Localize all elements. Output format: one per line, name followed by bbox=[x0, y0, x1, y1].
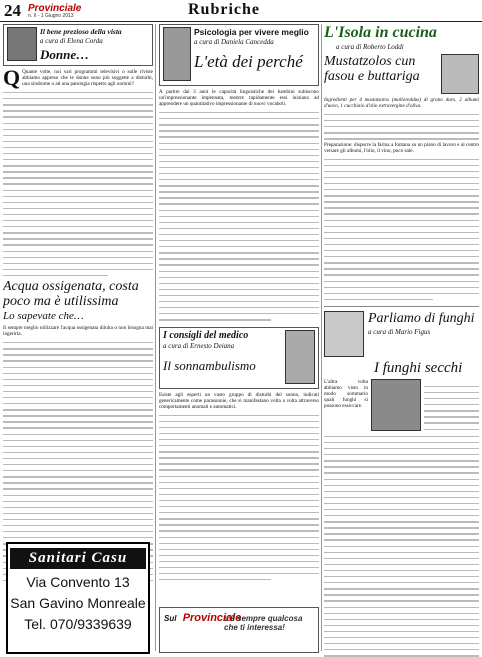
recipe-title: Mustatzolos cun fasou e buttariga bbox=[324, 54, 420, 84]
consigli-subtitle: Il sonnambulismo bbox=[163, 357, 256, 373]
funghi-title: I funghi secchi bbox=[374, 360, 463, 377]
acqua-subtitle: Lo sapevate che… bbox=[3, 310, 84, 323]
consigli-header bbox=[159, 327, 319, 389]
consigli-byline: a cura di Ernesto Deiana bbox=[163, 341, 235, 350]
dried-mushroom-photo bbox=[371, 379, 421, 431]
promo-brand: Provinciale bbox=[182, 612, 242, 624]
psicologia-title: L'età dei perché bbox=[194, 52, 303, 71]
cucina-byline: a cura di Roberto Loddi bbox=[336, 43, 404, 51]
parliamo-title: Parliamo di funghi bbox=[368, 311, 475, 327]
cucina-section: L'Isola in cucina bbox=[324, 24, 437, 41]
vista-body bbox=[3, 65, 153, 90]
preparation: Preparazione: disporre la farina a fontana su un piano di lavoro e al centro versare gli albumi, l'olio, il vino, poco sale. bbox=[324, 141, 479, 154]
ad-name: Sanitari Casu bbox=[10, 548, 146, 569]
section-title: Rubriche bbox=[188, 1, 260, 18]
consigli-text-lines bbox=[159, 415, 319, 581]
funghi-body-row bbox=[324, 379, 479, 431]
vista-article-header bbox=[3, 24, 153, 66]
funghi-side-lines bbox=[424, 381, 479, 431]
promo-text: c'è sempre qualcosa che ti interessa! bbox=[224, 614, 303, 632]
dropcap: Q bbox=[3, 65, 21, 90]
funghi-text-lines bbox=[324, 436, 479, 657]
vista-headline: Il bene prezioso della vista bbox=[40, 27, 122, 36]
consigli-title: I consigli del medico bbox=[163, 329, 249, 341]
funghi-intro: L'altra volta abbiamo visto in modo sommario quali funghi si possono essiccare. bbox=[324, 379, 368, 410]
provinciale-promo bbox=[159, 607, 319, 653]
acqua-title: Acqua ossigenata, costa poco ma è utilissima bbox=[3, 279, 139, 310]
psicologia-text-lines bbox=[159, 112, 319, 320]
ingredients-lines bbox=[324, 114, 479, 140]
masthead-logo: Provinciale bbox=[28, 3, 82, 14]
column-divider bbox=[321, 24, 322, 651]
author-photo bbox=[163, 27, 191, 81]
parliamo-byline: a cura di Mario Figus bbox=[368, 328, 431, 337]
psicologia-intro: A partire dai 3 anni le capacità linguistiche dei bambini subiscono un'impressionante impennata, mentre rapidamente essi iniziano ad apprendere un quantitativo impressionante di nuovi vocaboli. bbox=[159, 89, 319, 108]
funghi-header bbox=[324, 306, 479, 357]
preparation-lines bbox=[324, 159, 479, 300]
column-right bbox=[324, 24, 479, 657]
issue-info: n. II - 1 Giugno 2013 bbox=[28, 13, 74, 19]
page-number: 24 bbox=[4, 1, 21, 20]
column-left bbox=[3, 24, 153, 657]
mushroom-photo bbox=[324, 311, 364, 357]
vista-text-lines bbox=[3, 92, 153, 276]
acqua-intro: Il sempre meglio utilizzare l'acqua ossigenata diluita o non bisogna mai ingerirla. bbox=[3, 325, 153, 338]
vista-byline: a cura di Elena Corda bbox=[40, 37, 103, 45]
chef-photo bbox=[441, 54, 479, 94]
psicologia-section: Psicologia per vivere meglio bbox=[194, 27, 309, 37]
page-header bbox=[0, 0, 482, 22]
column-divider bbox=[155, 24, 156, 651]
vista-intro: Quante volte, noi vari programmi televisivi o sulle riviste abbiamo appreso che le donne sono più soggette a disturbi, una sindrome o ad una patologia rispetto agli uomini? bbox=[22, 69, 153, 88]
psicologia-byline: a cura di Daniela Cancedda bbox=[194, 38, 274, 46]
psicologia-body bbox=[159, 89, 319, 107]
psicologia-header bbox=[159, 24, 319, 86]
doctor-photo bbox=[285, 330, 315, 384]
consigli-intro: Esiste agli esperti un vasto gruppo di disturbi del sonno, indicati genericamente come parasonnie, che si manifestano volta a volta attraverso comportamenti anomali e automatici. bbox=[159, 391, 319, 410]
author-photo bbox=[7, 27, 37, 61]
promo-on: Sul bbox=[164, 614, 177, 623]
ad-city: San Gavino Monreale bbox=[10, 595, 146, 611]
vista-title: Donne… bbox=[40, 47, 90, 62]
sanitari-casu-ad bbox=[6, 542, 150, 654]
ad-address: Via Convento 13 bbox=[26, 574, 130, 590]
ingredients: Ingredienti per 4 mustatzolos (malloreddus) di grano duro, 2 albumi d'uovo, 1 cucchiaio d'olio extravergine d'oliva. bbox=[324, 97, 479, 110]
recipe-header bbox=[324, 54, 479, 94]
column-middle bbox=[159, 24, 319, 657]
ad-phone: Tel. 070/9339639 bbox=[24, 616, 132, 632]
